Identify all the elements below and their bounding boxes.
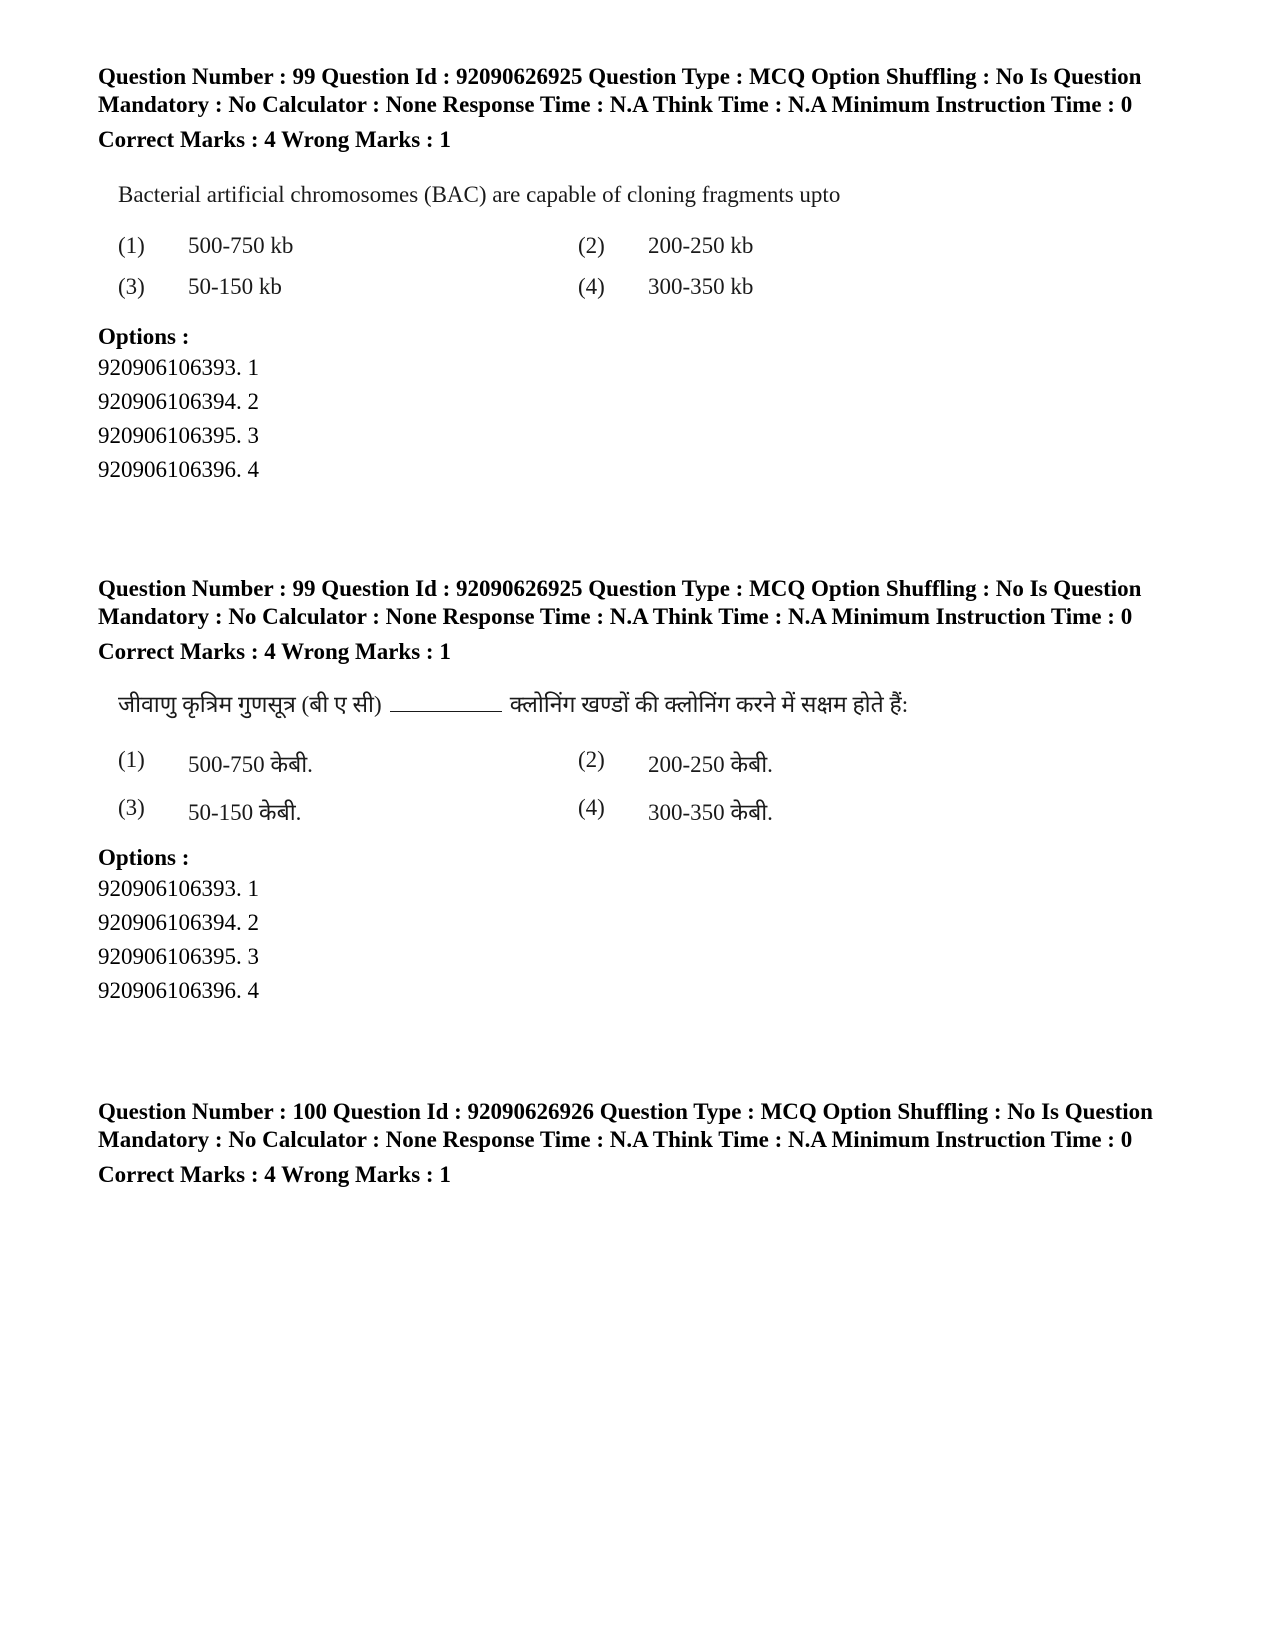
option-id: 920906106394. 2: [98, 389, 259, 414]
choice-number: (1): [118, 233, 145, 258]
choice-value: 200-250 केबी.: [648, 752, 773, 777]
option-id: 920906106396. 4: [98, 457, 259, 482]
question-stem: [118, 691, 1078, 719]
choice-number: (4): [578, 795, 605, 820]
option-id: 920906106393. 1: [98, 355, 259, 380]
question-content: [118, 181, 1078, 315]
question-block-99-en: [98, 63, 1208, 487]
question-marks: Correct Marks : 4 Wrong Marks : 1: [98, 127, 451, 152]
choice-number: (4): [578, 274, 605, 299]
choice-value: 300-350 केबी.: [648, 800, 773, 825]
options-label: Options :: [98, 324, 190, 349]
question-meta: Question Number : 100 Question Id : 92090626926 Question Type : MCQ Option Shuffling : No Is Question Mandatory : No Calculator : None Response Time : N.A Think Time : N.A Minimum Instruction Time : 0: [98, 1099, 1153, 1152]
question-content: [118, 691, 1078, 836]
options-label: Options :: [98, 845, 190, 870]
choice-value: 50-150 केबी.: [188, 800, 302, 825]
option-id: 920906106393. 1: [98, 876, 259, 901]
choice-value: 200-250 kb: [648, 233, 754, 258]
choice-number: (2): [578, 233, 605, 258]
question-marks: Correct Marks : 4 Wrong Marks : 1: [98, 1162, 451, 1187]
option-id: 920906106395. 3: [98, 944, 259, 969]
question-stem: Bacterial artificial chromosomes (BAC) are capable of cloning fragments upto: [118, 182, 841, 207]
option-id: 920906106395. 3: [98, 423, 259, 448]
question-block-100: [98, 1098, 1208, 1189]
choice-row: [118, 795, 1078, 836]
fill-blank: [390, 711, 502, 712]
question-meta: Question Number : 99 Question Id : 92090626925 Question Type : MCQ Option Shuffling : No Is Question Mandatory : No Calculator : None Response Time : N.A Think Time : N.A Minimum Instruction Time : 0: [98, 576, 1142, 629]
question-marks: Correct Marks : 4 Wrong Marks : 1: [98, 639, 451, 664]
choice-value: 300-350 kb: [648, 274, 754, 299]
choice-row: [118, 747, 1078, 795]
option-id: 920906106394. 2: [98, 910, 259, 935]
choice-number: (3): [118, 274, 145, 299]
choice-number: (2): [578, 747, 605, 772]
choice-value: 500-750 kb: [188, 233, 294, 258]
question-block-99-hi: [98, 575, 1208, 1008]
option-id: 920906106396. 4: [98, 978, 259, 1003]
choice-value: 50-150 kb: [188, 274, 282, 299]
choice-row: [118, 233, 1078, 274]
stem-text-after: क्लोनिंग खण्डों की क्लोनिंग करने में सक्षम होते हैं:: [509, 692, 909, 717]
choice-row: [118, 274, 1078, 315]
choice-value: 500-750 केबी.: [188, 752, 313, 777]
stem-text-before: जीवाणु कृत्रिम गुणसूत्र (बी ए सी): [118, 692, 382, 717]
choice-number: (3): [118, 795, 145, 820]
choice-number: (1): [118, 747, 145, 772]
question-meta: Question Number : 99 Question Id : 92090626925 Question Type : MCQ Option Shuffling : No Is Question Mandatory : No Calculator : None Response Time : N.A Think Time : N.A Minimum Instruction Time : 0: [98, 64, 1142, 117]
